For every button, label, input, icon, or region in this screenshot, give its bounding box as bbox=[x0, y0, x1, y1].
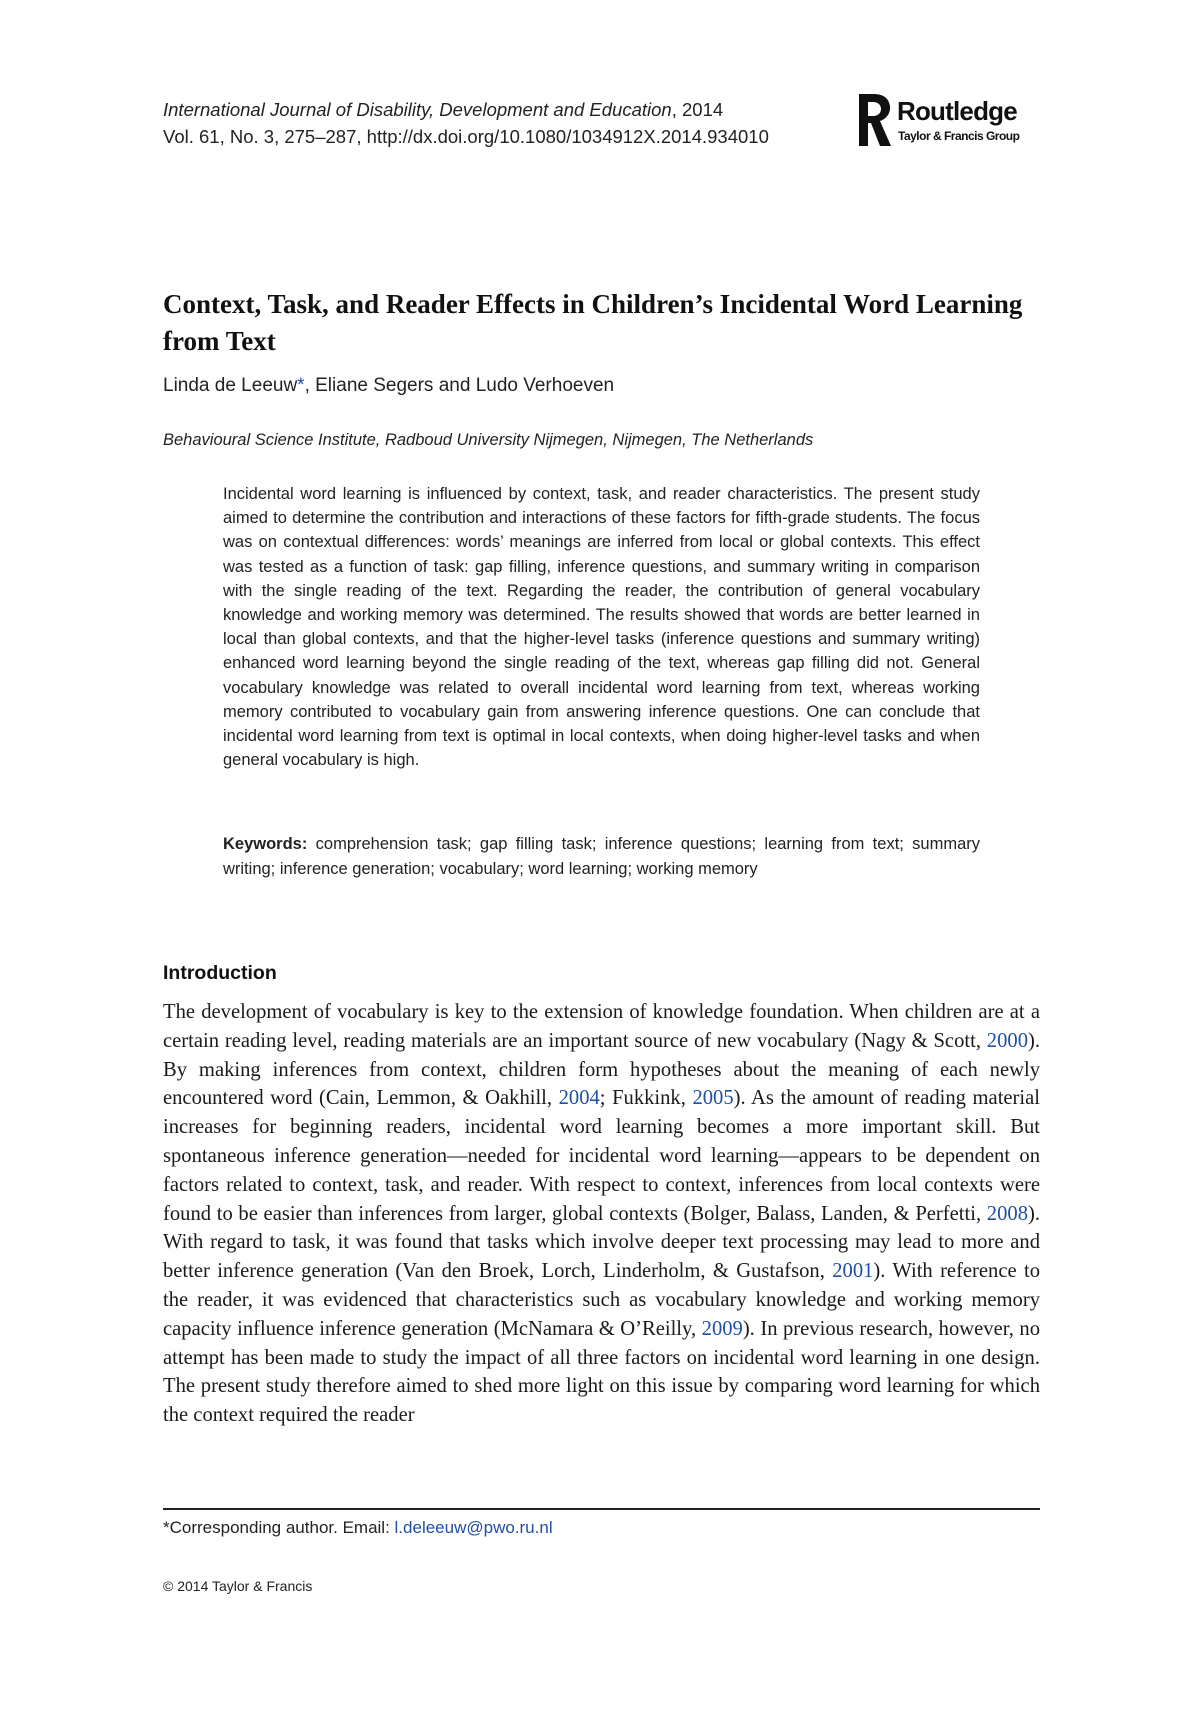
citation-link[interactable]: 2000 bbox=[986, 1029, 1028, 1052]
citation-link[interactable]: 2009 bbox=[701, 1317, 743, 1340]
journal-citation bbox=[163, 96, 843, 150]
citation-link[interactable]: 2005 bbox=[692, 1087, 734, 1110]
keywords-list: comprehension task; gap filling task; inference questions; learning from text; summary writing; inference generation; vocabulary; word learning; working memory bbox=[223, 835, 980, 878]
footnote-divider bbox=[163, 1508, 1040, 1510]
routledge-r-icon bbox=[857, 92, 893, 148]
intro-text-3: ; Fukkink, bbox=[599, 1087, 693, 1110]
intro-text-4: ). As the amount of reading material increases for beginning readers, incidental word learning becomes a more important skill. But spontaneous inference generation—needed for incidental word learning—appears to be dependent on factors related to context, task, and reader. With respect to context, inferences from local contexts were found to be easier than inferences from larger, global contexts (Bolger, Balass, Landen, & Perfetti, bbox=[163, 1087, 1040, 1225]
article-title: Context, Task, and Reader Effects in Children’s Incidental Word Learning from Text bbox=[163, 289, 1023, 356]
first-author: Linda de Leeuw bbox=[163, 375, 298, 396]
footnote bbox=[163, 1518, 1040, 1538]
publisher-subtitle: Taylor & Francis Group bbox=[898, 129, 1020, 143]
intro-text-7: ). In previous research, however, no attempt has been made to study the impact of all three factors on incidental word learning in one design. The present study therefore aimed to shed more light on this issue by comparing word learning for which the context required the reader bbox=[163, 1317, 1040, 1427]
author-email-link[interactable]: l.deleeuw@pwo.ru.nl bbox=[394, 1518, 553, 1537]
introduction-paragraph bbox=[163, 998, 1040, 1430]
keywords-label: Keywords: bbox=[223, 835, 308, 853]
journal-name: International Journal of Disability, Development and Education bbox=[163, 99, 672, 120]
intro-text-2: ). By making inferences from context, children form hypotheses about the meaning of each newly encountered word (Cain, Lemmon, & Oakhill, bbox=[163, 1029, 1040, 1110]
author-affiliation: Behavioural Science Institute, Radboud University Nijmegen, Nijmegen, The Netherlands bbox=[163, 431, 814, 449]
intro-text-6: ). With reference to the reader, it was evidenced that characteristics such as vocabulary knowledge and working memory capacity influence inference generation (McNamara & O’Reilly, bbox=[163, 1260, 1040, 1340]
journal-volume-doi: Vol. 61, No. 3, 275–287, http://dx.doi.org/10.1080/1034912X.2014.934010 bbox=[163, 126, 769, 147]
citation-link[interactable]: 2008 bbox=[986, 1202, 1028, 1225]
other-authors: , Eliane Segers and Ludo Verhoeven bbox=[304, 375, 615, 396]
intro-text-1: The development of vocabulary is key to the extension of knowledge foundation. When children are at a certain reading level, reading materials are an important source of new vocabulary (Nagy & Scott, bbox=[163, 1001, 1040, 1052]
section-heading-introduction: Introduction bbox=[163, 962, 277, 984]
intro-text-5: ). With regard to task, it was found that tasks which involve deeper text processing may lead to more and better inference generation (Van den Broek, Lorch, Linderholm, & Gustafson, bbox=[163, 1202, 1040, 1283]
journal-name-line bbox=[163, 96, 843, 123]
journal-year: , 2014 bbox=[671, 99, 724, 120]
citation-link[interactable]: 2004 bbox=[558, 1087, 600, 1110]
footnote-label: *Corresponding author. Email: bbox=[163, 1518, 395, 1537]
author-list bbox=[163, 375, 1043, 397]
copyright-notice: © 2014 Taylor & Francis bbox=[163, 1578, 313, 1594]
publisher-logo bbox=[857, 92, 1057, 154]
corresponding-author-marker[interactable]: * bbox=[297, 375, 305, 396]
keywords bbox=[223, 832, 980, 881]
publisher-name: Routledge bbox=[897, 96, 1017, 126]
abstract: Incidental word learning is influenced by context, task, and reader characteristics. The present study aimed to determine the contribution and interactions of these factors for fifth-grade students. The focus was on contextual differences: words’ meanings are inferred from local or global contexts. This effect was tested as a function of task: gap filling, inference questions, and summary writing in comparison with the single reading of the text. Regarding the reader, the contribution of general vocabulary knowledge and working memory was determined. The results showed that words are better learned in local than global contexts, and that the higher-level tasks (inference questions and summary writing) enhanced word learning beyond the single reading of the text, whereas gap filling did not. General vocabulary knowledge was related to overall incidental word learning from text, whereas working memory contributed to vocabulary gain from answering inference questions. One can conclude that incidental word learning from text is optimal in local contexts, when doing higher-level tasks and when general vocabulary is high. bbox=[223, 485, 980, 770]
citation-link[interactable]: 2001 bbox=[832, 1260, 874, 1283]
